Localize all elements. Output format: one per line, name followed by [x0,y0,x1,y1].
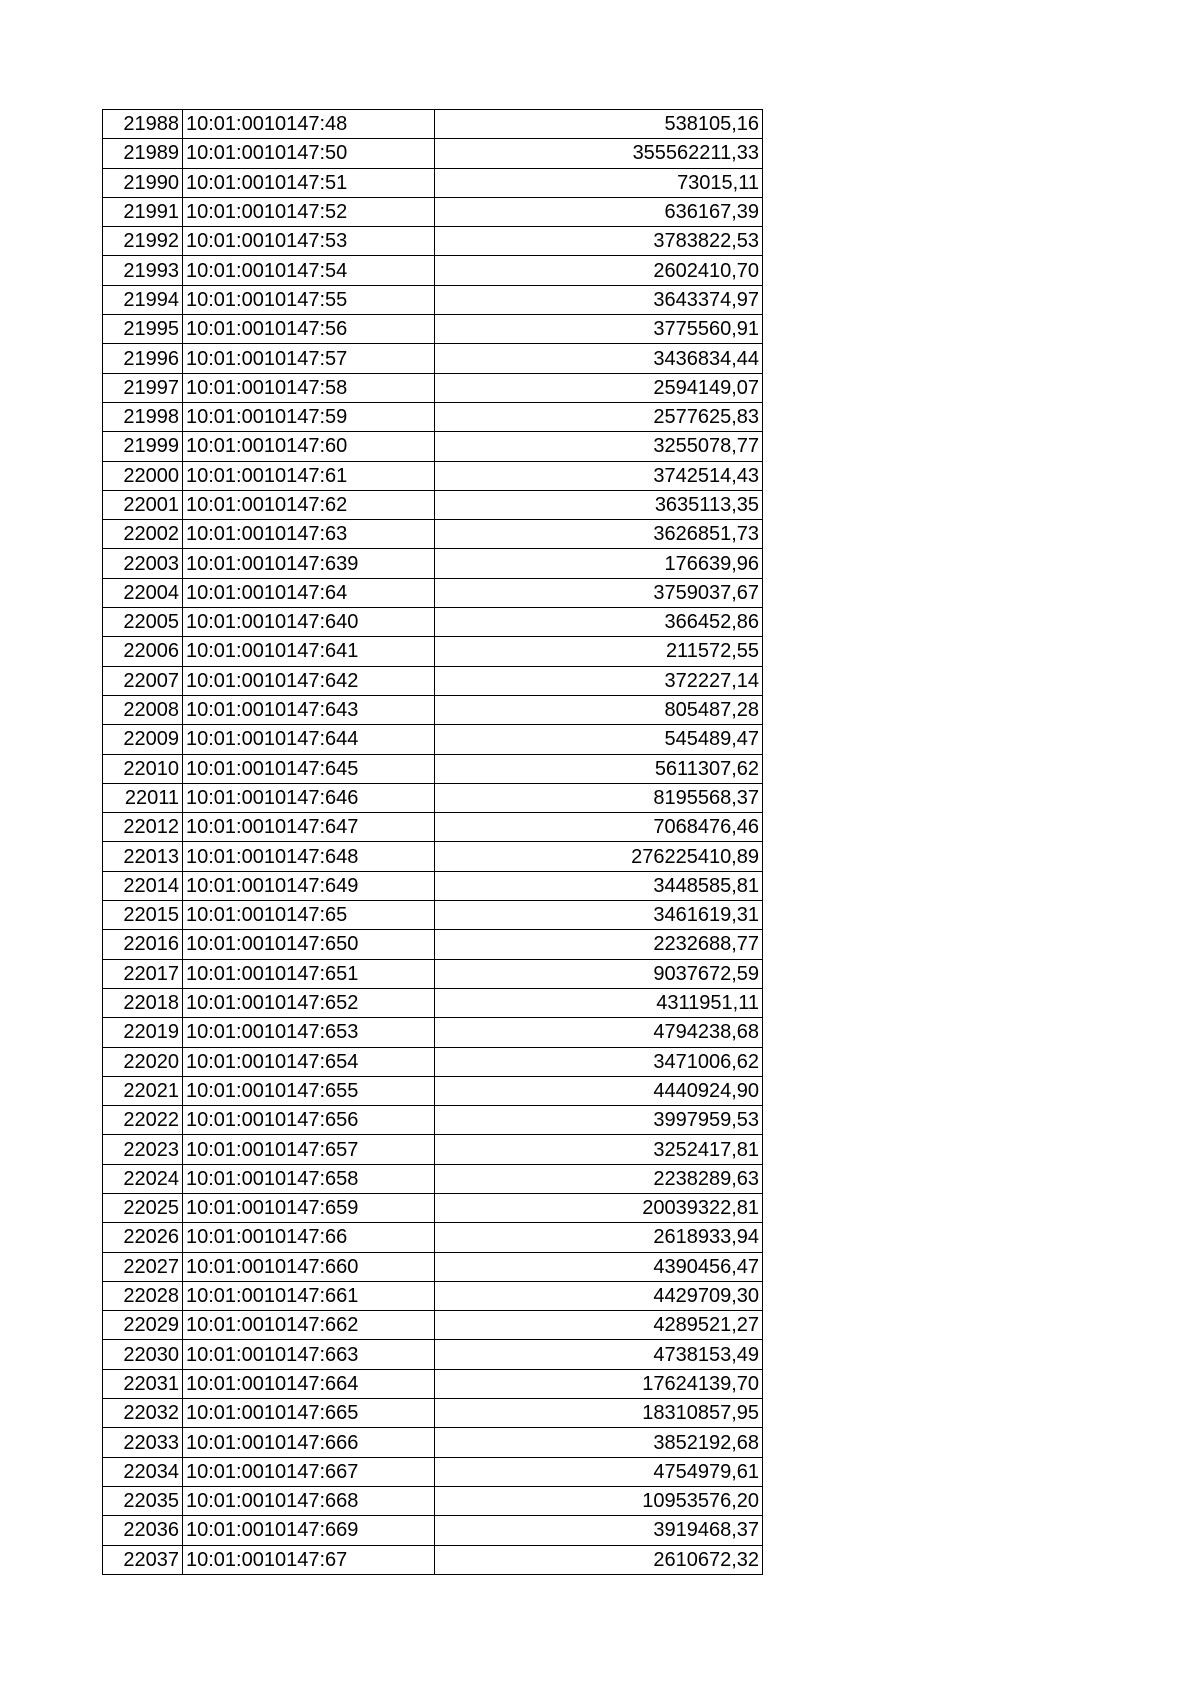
row-number-cell: 22033 [103,1428,183,1457]
cadastral-number-cell: 10:01:0010147:661 [183,1281,435,1310]
table-row [103,608,763,637]
value-cell: 18310857,95 [435,1399,763,1428]
row-number-cell: 22011 [103,783,183,812]
row-number-cell: 22004 [103,578,183,607]
row-number-cell: 22034 [103,1457,183,1486]
cadastral-number-cell: 10:01:0010147:48 [183,110,435,139]
value-cell: 10953576,20 [435,1486,763,1515]
cadastral-number-cell: 10:01:0010147:643 [183,695,435,724]
row-number-cell: 22015 [103,901,183,930]
row-number-cell: 22020 [103,1047,183,1076]
value-cell: 4311951,11 [435,988,763,1017]
value-cell: 355562211,33 [435,139,763,168]
row-number-cell: 21994 [103,285,183,314]
cadastral-number-cell: 10:01:0010147:664 [183,1369,435,1398]
cadastral-number-cell: 10:01:0010147:50 [183,139,435,168]
cadastral-number-cell: 10:01:0010147:669 [183,1516,435,1545]
value-cell: 3471006,62 [435,1047,763,1076]
value-cell: 538105,16 [435,110,763,139]
row-number-cell: 22013 [103,842,183,871]
cadastral-number-cell: 10:01:0010147:658 [183,1164,435,1193]
table-row [103,1106,763,1135]
cadastral-number-cell: 10:01:0010147:53 [183,227,435,256]
table-row [103,315,763,344]
value-cell: 211572,55 [435,637,763,666]
table-row [103,1018,763,1047]
table-body [103,110,763,1575]
row-number-cell: 21997 [103,373,183,402]
row-number-cell: 22010 [103,754,183,783]
table-row [103,1516,763,1545]
table-row [103,1135,763,1164]
row-number-cell: 21991 [103,197,183,226]
row-number-cell: 21995 [103,315,183,344]
cadastral-value-table [102,109,763,1575]
table-row [103,168,763,197]
cadastral-number-cell: 10:01:0010147:641 [183,637,435,666]
row-number-cell: 21993 [103,256,183,285]
table-row [103,783,763,812]
row-number-cell: 22019 [103,1018,183,1047]
value-cell: 20039322,81 [435,1193,763,1222]
row-number-cell: 21999 [103,432,183,461]
value-cell: 7068476,46 [435,813,763,842]
table-row [103,1076,763,1105]
row-number-cell: 21989 [103,139,183,168]
row-number-cell: 22035 [103,1486,183,1515]
value-cell: 2577625,83 [435,402,763,431]
row-number-cell: 22031 [103,1369,183,1398]
cadastral-number-cell: 10:01:0010147:648 [183,842,435,871]
value-cell: 2238289,63 [435,1164,763,1193]
row-number-cell: 21996 [103,344,183,373]
value-cell: 4440924,90 [435,1076,763,1105]
cadastral-number-cell: 10:01:0010147:667 [183,1457,435,1486]
table-row [103,1311,763,1340]
value-cell: 5611307,62 [435,754,763,783]
table-row [103,988,763,1017]
value-cell: 3436834,44 [435,344,763,373]
cadastral-number-cell: 10:01:0010147:656 [183,1106,435,1135]
table-row [103,549,763,578]
value-cell: 2232688,77 [435,930,763,959]
value-cell: 4289521,27 [435,1311,763,1340]
value-cell: 3742514,43 [435,461,763,490]
value-cell: 73015,11 [435,168,763,197]
value-cell: 176639,96 [435,549,763,578]
value-cell: 3643374,97 [435,285,763,314]
value-cell: 545489,47 [435,725,763,754]
row-number-cell: 22017 [103,959,183,988]
row-number-cell: 22021 [103,1076,183,1105]
row-number-cell: 22018 [103,988,183,1017]
value-cell: 17624139,70 [435,1369,763,1398]
row-number-cell: 22023 [103,1135,183,1164]
value-cell: 4754979,61 [435,1457,763,1486]
cadastral-number-cell: 10:01:0010147:663 [183,1340,435,1369]
value-cell: 2610672,32 [435,1545,763,1574]
cadastral-number-cell: 10:01:0010147:646 [183,783,435,812]
cadastral-number-cell: 10:01:0010147:649 [183,871,435,900]
table-row [103,1252,763,1281]
table-row [103,666,763,695]
cadastral-number-cell: 10:01:0010147:62 [183,490,435,519]
table-row [103,1047,763,1076]
row-number-cell: 22016 [103,930,183,959]
table-row [103,285,763,314]
row-number-cell: 22024 [103,1164,183,1193]
cadastral-number-cell: 10:01:0010147:66 [183,1223,435,1252]
table-row [103,1369,763,1398]
cadastral-number-cell: 10:01:0010147:56 [183,315,435,344]
value-cell: 3461619,31 [435,901,763,930]
cadastral-number-cell: 10:01:0010147:654 [183,1047,435,1076]
row-number-cell: 22014 [103,871,183,900]
cadastral-number-cell: 10:01:0010147:652 [183,988,435,1017]
cadastral-number-cell: 10:01:0010147:647 [183,813,435,842]
table-row [103,1340,763,1369]
cadastral-number-cell: 10:01:0010147:58 [183,373,435,402]
value-cell: 4794238,68 [435,1018,763,1047]
value-cell: 4738153,49 [435,1340,763,1369]
cadastral-number-cell: 10:01:0010147:644 [183,725,435,754]
row-number-cell: 21990 [103,168,183,197]
table-row [103,871,763,900]
table-row [103,461,763,490]
row-number-cell: 22029 [103,1311,183,1340]
row-number-cell: 21992 [103,227,183,256]
table-row [103,1457,763,1486]
value-cell: 3783822,53 [435,227,763,256]
cadastral-number-cell: 10:01:0010147:54 [183,256,435,285]
cadastral-number-cell: 10:01:0010147:642 [183,666,435,695]
value-cell: 3255078,77 [435,432,763,461]
table-row [103,432,763,461]
row-number-cell: 22001 [103,490,183,519]
cadastral-number-cell: 10:01:0010147:55 [183,285,435,314]
cadastral-number-cell: 10:01:0010147:51 [183,168,435,197]
table-row [103,842,763,871]
table-row [103,373,763,402]
table-row [103,490,763,519]
row-number-cell: 22022 [103,1106,183,1135]
value-cell: 9037672,59 [435,959,763,988]
row-number-cell: 22005 [103,608,183,637]
value-cell: 3252417,81 [435,1135,763,1164]
table-row [103,402,763,431]
cadastral-number-cell: 10:01:0010147:52 [183,197,435,226]
cadastral-number-cell: 10:01:0010147:64 [183,578,435,607]
table-row [103,197,763,226]
cadastral-number-cell: 10:01:0010147:65 [183,901,435,930]
table-row [103,754,763,783]
cadastral-number-cell: 10:01:0010147:645 [183,754,435,783]
cadastral-number-cell: 10:01:0010147:665 [183,1399,435,1428]
table-row [103,256,763,285]
value-cell: 2594149,07 [435,373,763,402]
value-cell: 3635113,35 [435,490,763,519]
table-row [103,520,763,549]
table-row [103,1399,763,1428]
cadastral-number-cell: 10:01:0010147:668 [183,1486,435,1515]
value-cell: 4429709,30 [435,1281,763,1310]
table-row [103,725,763,754]
table-row [103,637,763,666]
cadastral-number-cell: 10:01:0010147:59 [183,402,435,431]
row-number-cell: 22000 [103,461,183,490]
row-number-cell: 22026 [103,1223,183,1252]
table-row [103,813,763,842]
row-number-cell: 22012 [103,813,183,842]
value-cell: 366452,86 [435,608,763,637]
cadastral-number-cell: 10:01:0010147:657 [183,1135,435,1164]
row-number-cell: 21988 [103,110,183,139]
cadastral-number-cell: 10:01:0010147:651 [183,959,435,988]
table-row [103,930,763,959]
value-cell: 2602410,70 [435,256,763,285]
table-row [103,1428,763,1457]
cadastral-number-cell: 10:01:0010147:666 [183,1428,435,1457]
cadastral-number-cell: 10:01:0010147:639 [183,549,435,578]
value-cell: 3997959,53 [435,1106,763,1135]
cadastral-number-cell: 10:01:0010147:662 [183,1311,435,1340]
value-cell: 2618933,94 [435,1223,763,1252]
value-cell: 276225410,89 [435,842,763,871]
cadastral-number-cell: 10:01:0010147:67 [183,1545,435,1574]
value-cell: 372227,14 [435,666,763,695]
value-cell: 3919468,37 [435,1516,763,1545]
cadastral-number-cell: 10:01:0010147:659 [183,1193,435,1222]
cadastral-number-cell: 10:01:0010147:61 [183,461,435,490]
value-cell: 4390456,47 [435,1252,763,1281]
row-number-cell: 22037 [103,1545,183,1574]
table-row [103,139,763,168]
row-number-cell: 22027 [103,1252,183,1281]
table-row [103,578,763,607]
row-number-cell: 22006 [103,637,183,666]
value-cell: 3448585,81 [435,871,763,900]
table-row [103,1545,763,1574]
row-number-cell: 22025 [103,1193,183,1222]
row-number-cell: 22030 [103,1340,183,1369]
table-row [103,959,763,988]
cadastral-number-cell: 10:01:0010147:63 [183,520,435,549]
table-row [103,1486,763,1515]
row-number-cell: 22002 [103,520,183,549]
value-cell: 3852192,68 [435,1428,763,1457]
cadastral-number-cell: 10:01:0010147:640 [183,608,435,637]
row-number-cell: 22032 [103,1399,183,1428]
row-number-cell: 22028 [103,1281,183,1310]
row-number-cell: 22009 [103,725,183,754]
table-row [103,1223,763,1252]
row-number-cell: 22003 [103,549,183,578]
row-number-cell: 22008 [103,695,183,724]
cadastral-number-cell: 10:01:0010147:653 [183,1018,435,1047]
cadastral-number-cell: 10:01:0010147:650 [183,930,435,959]
table-row [103,1164,763,1193]
table-row [103,695,763,724]
value-cell: 3626851,73 [435,520,763,549]
value-cell: 805487,28 [435,695,763,724]
value-cell: 3759037,67 [435,578,763,607]
cadastral-number-cell: 10:01:0010147:57 [183,344,435,373]
table-row [103,901,763,930]
table-row [103,227,763,256]
cadastral-number-cell: 10:01:0010147:60 [183,432,435,461]
table-row [103,344,763,373]
row-number-cell: 22036 [103,1516,183,1545]
table-row [103,110,763,139]
row-number-cell: 22007 [103,666,183,695]
value-cell: 636167,39 [435,197,763,226]
cadastral-number-cell: 10:01:0010147:655 [183,1076,435,1105]
table-row [103,1193,763,1222]
value-cell: 3775560,91 [435,315,763,344]
cadastral-number-cell: 10:01:0010147:660 [183,1252,435,1281]
value-cell: 8195568,37 [435,783,763,812]
table-row [103,1281,763,1310]
row-number-cell: 21998 [103,402,183,431]
